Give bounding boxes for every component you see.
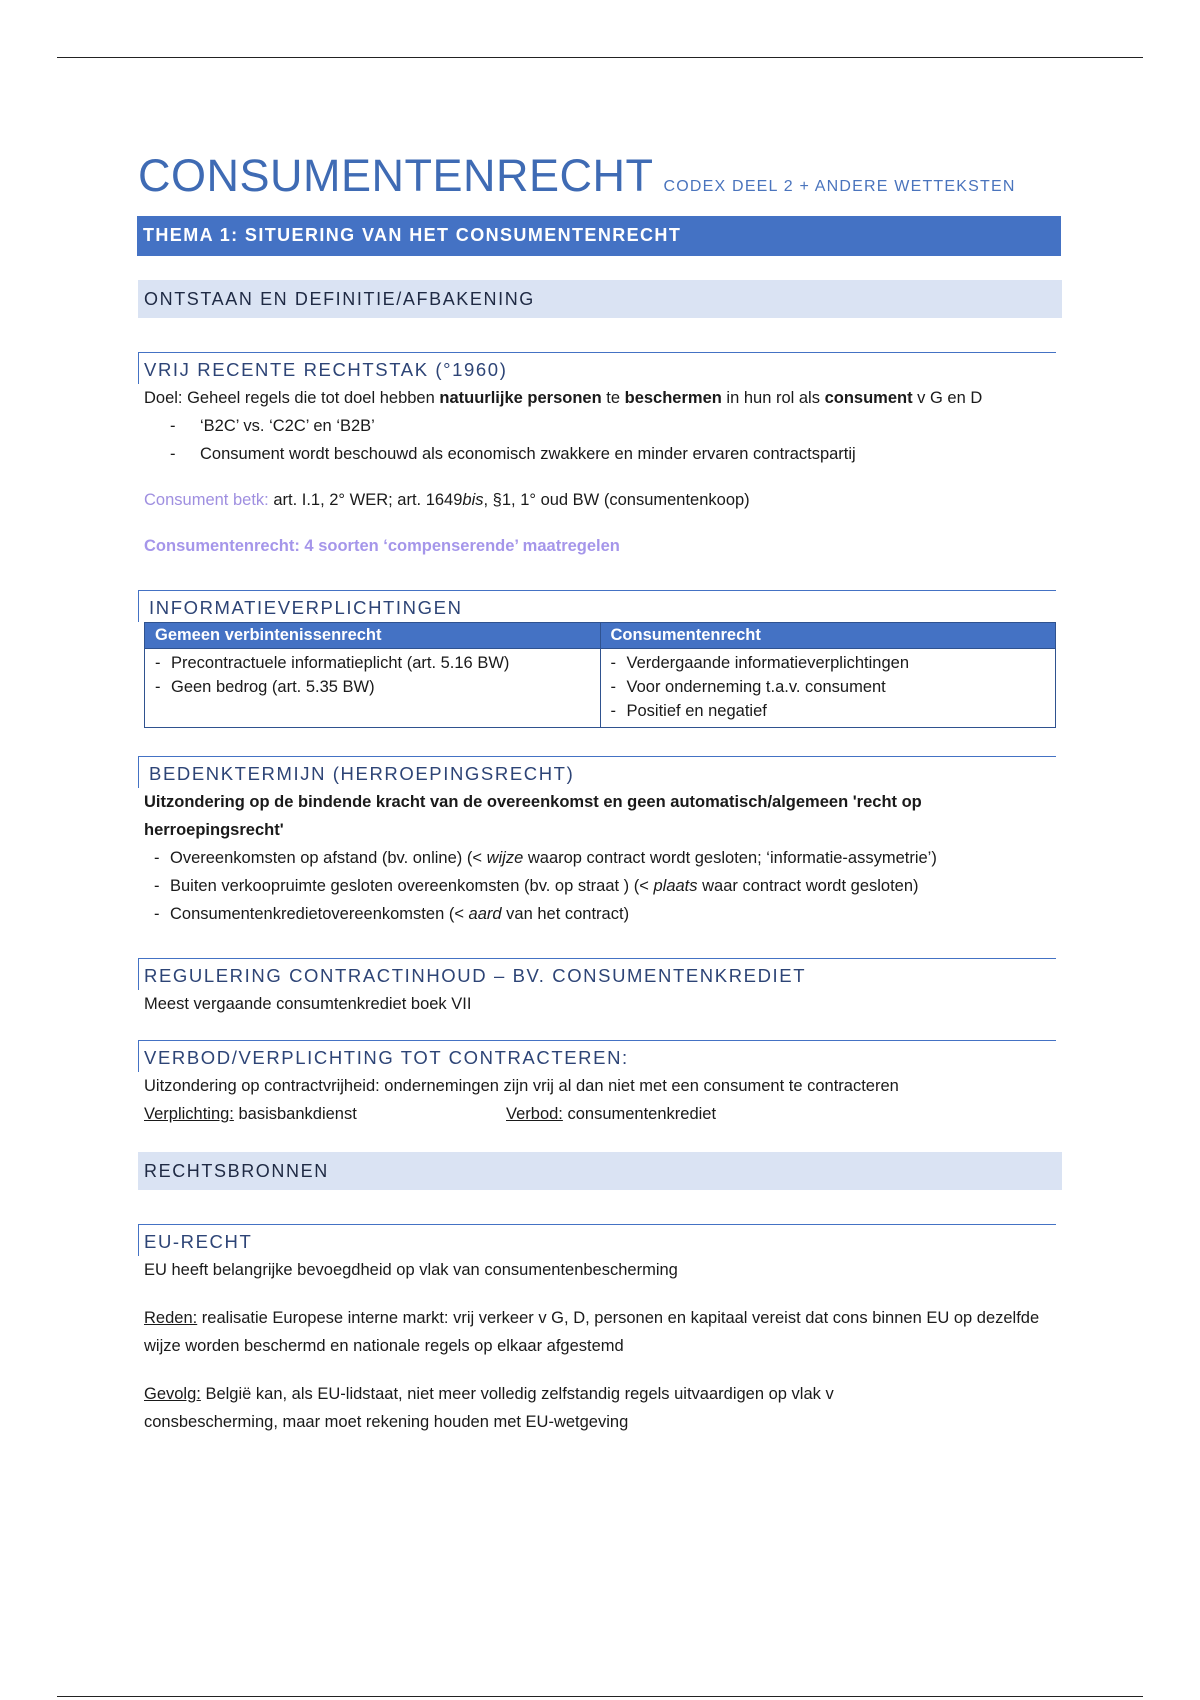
subheading-eu-recht: EU-RECHT xyxy=(138,1224,1056,1256)
theme-heading: THEMA 1: SITUERING VAN HET CONSUMENTENRECHT xyxy=(137,216,1061,256)
verplichting-verbod-line xyxy=(138,1100,1062,1128)
list-item: - Precontractuele informatieplicht (art. 5.16 BW) xyxy=(153,651,592,675)
regulering-text: Meest vergaande consumtenkrediet boek VII xyxy=(144,995,472,1013)
document-title: CONSUMENTENRECHT xyxy=(138,150,654,201)
document-subtitle: CODEX DEEL 2 + ANDERE WETTEKSTEN xyxy=(663,178,1016,195)
section-heading-rechtsbronnen: RECHTSBRONNEN xyxy=(138,1152,1062,1190)
title-row xyxy=(138,150,1062,202)
bullet-italic: plaats xyxy=(653,877,698,895)
document-page xyxy=(138,150,1062,1436)
verbod-label: Verbod: xyxy=(506,1105,563,1123)
subheading-regulering: REGULERING CONTRACTINHOUD – BV. CONSUMENTENKREDIET xyxy=(138,958,1056,990)
list-item: - ‘B2C’ vs. ‘C2C’ en ‘B2B’ xyxy=(138,412,1062,440)
bullet-text: Consumentenkredietovereenkomsten (< xyxy=(170,905,469,923)
informatie-table xyxy=(144,622,1056,728)
doel-text: Doel: Geheel regels die tot doel hebben xyxy=(144,389,440,407)
gevolg-paragraph xyxy=(138,1380,944,1436)
table-header: Consumentenrecht xyxy=(600,623,1056,649)
list-item: - Geen bedrog (art. 5.35 BW) xyxy=(153,675,592,699)
table-header-row xyxy=(145,623,1056,649)
header-rule xyxy=(57,57,1143,58)
contractvrijheid-text: Uitzondering op contractvrijheid: ondernemingen zijn vrij al dan niet met een consument te contracteren xyxy=(144,1077,899,1095)
doel-bullets xyxy=(138,412,1062,468)
gevolg-label: Gevolg: xyxy=(144,1385,201,1403)
list-item: - Positief en negatief xyxy=(609,699,1048,723)
verbod-value: consumentenkrediet xyxy=(562,1105,717,1123)
doel-bold-3: consument xyxy=(824,389,913,407)
list-item xyxy=(138,900,1062,928)
list-item xyxy=(138,844,1062,872)
doel-line xyxy=(138,384,1062,412)
subheading-verbod-verplichting: VERBOD/VERPLICHTING TOT CONTRACTEREN: xyxy=(138,1040,1056,1072)
doel-text-3: in hun rol als xyxy=(721,389,825,407)
verplichting-value: basisbankdienst xyxy=(233,1105,357,1123)
footer-rule xyxy=(57,1696,1143,1697)
betk-text: art. I.1, 2° WER; art. 1649 xyxy=(268,491,463,509)
bullet-text: waar contract wordt gesloten) xyxy=(697,877,919,895)
bullet-italic: wijze xyxy=(486,849,524,867)
table-row xyxy=(145,649,1056,728)
bullet-text: Buiten verkoopruimte gesloten overeenkomsten (bv. op straat ) (< xyxy=(170,877,654,895)
gevolg-value: België kan, als EU-lidstaat, niet meer volledig zelfstandig regels uitvaardigen op vlak v consbescherming, maar moet rekening houden met EU-wetgeving xyxy=(144,1385,834,1431)
eu-bevoegdheid-text: EU heeft belangrijke bevoegdheid op vlak van consumentenbescherming xyxy=(144,1261,678,1279)
betk-italic: bis xyxy=(462,491,484,509)
reden-value: realisatie Europese interne markt: vrij verkeer v G, D, personen en kapitaal vereist dat cons binnen EU op dezelfde wijze worden beschermd en nationale regels op elkaar afgestemd xyxy=(144,1309,1040,1355)
doel-bold-2: beschermen xyxy=(624,389,722,407)
bullet-text: van het contract) xyxy=(501,905,630,923)
reden-label: Reden: xyxy=(144,1309,198,1327)
bullet-text: waarop contract wordt gesloten; ‘informatie-assymetrie’) xyxy=(523,849,937,867)
table-cell xyxy=(145,649,601,728)
list-item: - Consument wordt beschouwd als economisch zwakkere en minder ervaren contractspartij xyxy=(138,440,1062,468)
list-item xyxy=(138,872,1062,900)
bullet-text: Overeenkomsten op afstand (bv. online) (< xyxy=(170,849,487,867)
subheading-bedenktermijn: BEDENKTERMIJN (HERROEPINGSRECHT) xyxy=(138,756,1056,788)
subheading-recente-rechtstak: VRIJ RECENTE RECHTSTAK (°1960) xyxy=(138,352,1056,384)
list-item: - Verdergaande informatieverplichtingen xyxy=(609,651,1048,675)
compenserende-maatregelen: Consumentenrecht: 4 soorten ‘compenserende’ maatregelen xyxy=(144,537,620,555)
list-item: - Voor onderneming t.a.v. consument xyxy=(609,675,1048,699)
herroeping-bold-text: Uitzondering op de bindende kracht van de overeenkomst en geen automatisch/algemeen 'recht op herroepingsrecht' xyxy=(144,793,922,839)
betk-text-2: , §1, 1° oud BW (consumentenkoop) xyxy=(483,491,750,509)
reden-paragraph xyxy=(138,1304,1044,1360)
section-heading-ontstaan: ONTSTAAN EN DEFINITIE/AFBAKENING xyxy=(138,280,1062,318)
subheading-informatieverplichtingen: INFORMATIEVERPLICHTINGEN xyxy=(138,590,1056,622)
doel-text-2: te xyxy=(601,389,625,407)
betk-label: Consument betk: xyxy=(144,491,269,509)
consument-betk-line xyxy=(138,486,1062,514)
table-header: Gemeen verbintenissenrecht xyxy=(145,623,601,649)
bullet-italic: aard xyxy=(468,905,502,923)
verbod-group xyxy=(506,1100,716,1128)
table-cell xyxy=(600,649,1056,728)
herroeping-bullets xyxy=(138,844,1062,928)
verplichting-label: Verplichting: xyxy=(144,1105,234,1123)
doel-bold-1: natuurlijke personen xyxy=(439,389,602,407)
doel-text-4: v G en D xyxy=(912,389,983,407)
